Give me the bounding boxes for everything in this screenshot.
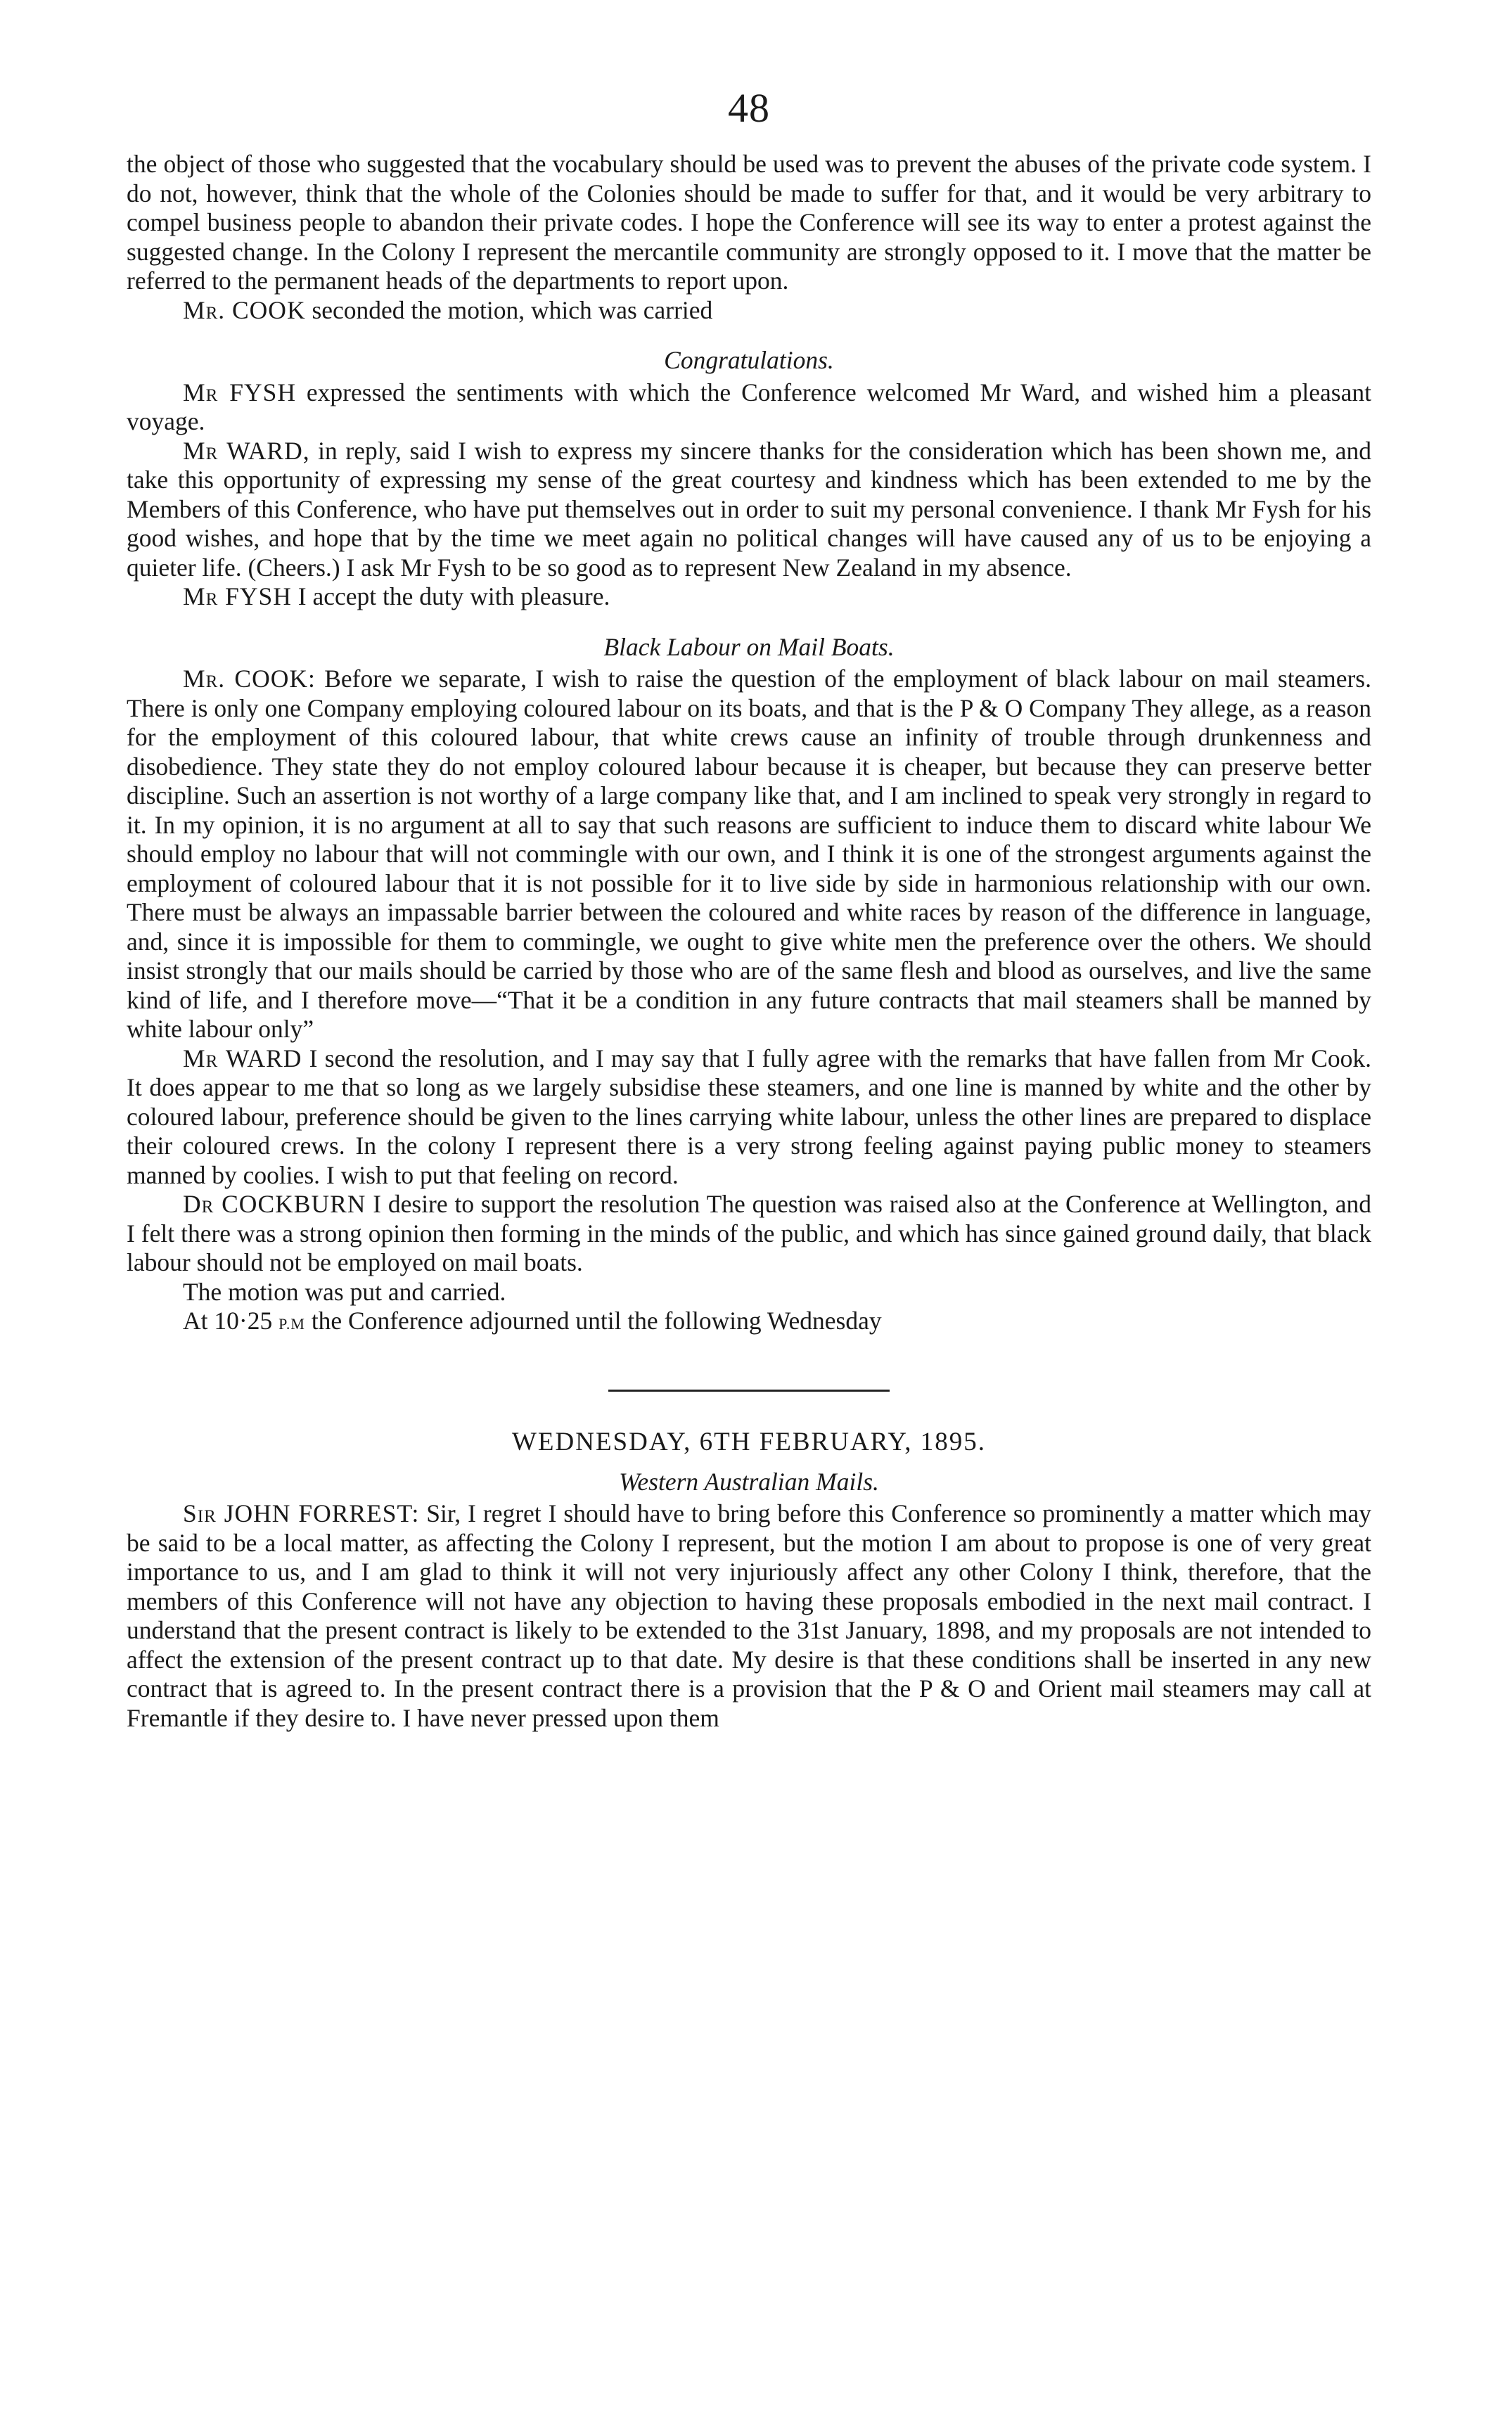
paragraph	[127, 378, 1371, 437]
paragraph	[127, 150, 1371, 296]
paragraph-text: Before we separate, I wish to raise the question of the employment of black labour on mail steamers. There is only one Company employing coloured labour on its boats, and that is the P & O Company They allege, as a reason for the employment of this coloured labour, that white crews cause an infinity of trouble through drunkenness and disobedience. They state they do not employ coloured labour because it is cheaper, but because they can preserve better discipline. Such an assertion is not worthy of a large company like that, and I am inclined to speak very strongly in regard to it. In my opinion, it is no argument at all to say that such reasons are sufficient to induce them to discard white labour We should employ no labour that will not commingle with our own, and I think it is one of the strongest arguments against the employment of coloured labour that it is not possible for it to live side by side in harmonious relationship with our own. There must be always an impassable barrier between the coloured and white races by reason of the difference in language, and, since it is impossible for them to commingle, we ought to give white men the preference over the others. We should insist strongly that our mails should be carried by those who are of the same flesh and blood as ourselves, and live the same kind of life, and I therefore move—“That it be a condition in any future contracts that mail steamers shall be manned by white labour only”	[127, 665, 1371, 1043]
paragraph-text: I desire to support the resolution The question was raised also at the Conference at Wellington, and I felt there was a strong opinion then forming in the minds of the public, and which has since gained ground daily, that black labour should not be employed on mail boats.	[127, 1190, 1372, 1276]
section-heading: Congratulations.	[664, 346, 834, 374]
paragraph	[127, 437, 1371, 583]
paragraph-text: expressed the sentiments with which the Conference welcomed Mr Ward, and wished him a pleasant voyage.	[127, 378, 1371, 435]
speaker-name: Mr. COOK	[183, 295, 306, 324]
section-heading: Western Australian Mails.	[619, 1467, 879, 1496]
paragraph-text: The motion was put and carried.	[183, 1277, 506, 1306]
paragraph	[127, 582, 1371, 612]
speaker-name: Mr. COOK:	[183, 665, 316, 693]
adjourn-pm: P.M	[278, 1315, 305, 1333]
paragraph-text: in reply, said I wish to express my sincere thanks for the consideration which has been shown me, and take this opportunity of expressing my sense of the great courtesy and kindness which has been extended to me by the Members of this Conference, who have put themselves out in order to suit my personal convenience. I thank Mr Fysh for his good wishes, and hope that by the time we meet again no political changes will have caused any of us to be enjoying a quieter life. (Cheers.) I ask Mr Fysh to be so good as to represent New Zealand in my absence.	[127, 436, 1371, 582]
paragraph	[127, 665, 1371, 1044]
adjournment-paragraph	[127, 1307, 1371, 1339]
paragraph	[127, 296, 1371, 326]
paragraph	[127, 1190, 1371, 1278]
paragraph	[127, 1044, 1371, 1191]
paragraph-text: the object of those who suggested that the vocabulary should be used was to prevent the abuses of the private code system. I do not, however, think that the whole of the Colonies should be made to suffer for that, and it would be very arbitrary to compel business people to abandon their private codes. I hope the Conference will see its way to enter a protest against the suggested change. In the Colony I represent the mercantile community are strongly opposed to it. I move that the matter be referred to the permanent heads of the departments to report upon.	[127, 150, 1371, 295]
paragraph	[127, 1278, 1371, 1307]
date-heading: WEDNESDAY, 6TH FEBRUARY, 1895.	[511, 1427, 987, 1456]
adjourn-after: the Conference adjourned until the following Wednesday	[305, 1307, 882, 1335]
document-page	[127, 84, 1371, 1733]
paragraph-text: I accept the duty with pleasure.	[291, 582, 610, 610]
speaker-name: Dr COCKBURN	[183, 1190, 366, 1218]
paragraph-text: Sir, I regret I should have to bring before this Conference so prominently a matter which may be said to be a local matter, as affecting the Colony I represent, but the motion I am about to propose is one of very great importance to us, and I am glad to think it will not very injuriously affect any other Colony I think, therefore, that the members of this Conference will not have any objection to having these proposals embodied in the next mail contract. I understand that the present contract is likely to be extended to the 31st January, 1898, and my proposals are not intended to affect the extension of the present contract up to that date. My desire is that these conditions shall be inserted in any new contract that is agreed to. In the present contract there is a provision that the P & O and Orient mail steamers may call at Fremantle if they desire to. I have never pressed upon them	[127, 1499, 1372, 1732]
section-heading: Black Labour on Mail Boats.	[603, 632, 895, 661]
speaker-name: Mr WARD,	[183, 436, 310, 465]
adjourn-before: At 10·25	[183, 1307, 279, 1335]
paragraph-text: seconded the motion, which was carried	[305, 295, 713, 324]
page-number: 48	[728, 85, 770, 131]
forrest-paragraph	[127, 1499, 1371, 1733]
speaker-name: Mr WARD	[183, 1044, 302, 1072]
speaker-name: Sir JOHN FORREST:	[183, 1499, 420, 1527]
speaker-name: Mr FYSH	[183, 582, 292, 610]
proceedings-text	[127, 150, 1371, 1307]
speaker-name: Mr FYSH	[183, 378, 296, 406]
paragraph-text: I second the resolution, and I may say that I fully agree with the remarks that have fallen from Mr Cook. It does appear to me that so long as we largely subsidise these steamers, and one line is manned by white and the other by coloured labour, preference should be given to the lines carrying white labour, unless the other lines are prepared to displace their coloured crews. In the colony I represent there is a very strong feeling against paying public money to steamers manned by coolies. I wish to put that feeling on record.	[127, 1044, 1371, 1189]
section-divider	[608, 1390, 890, 1392]
